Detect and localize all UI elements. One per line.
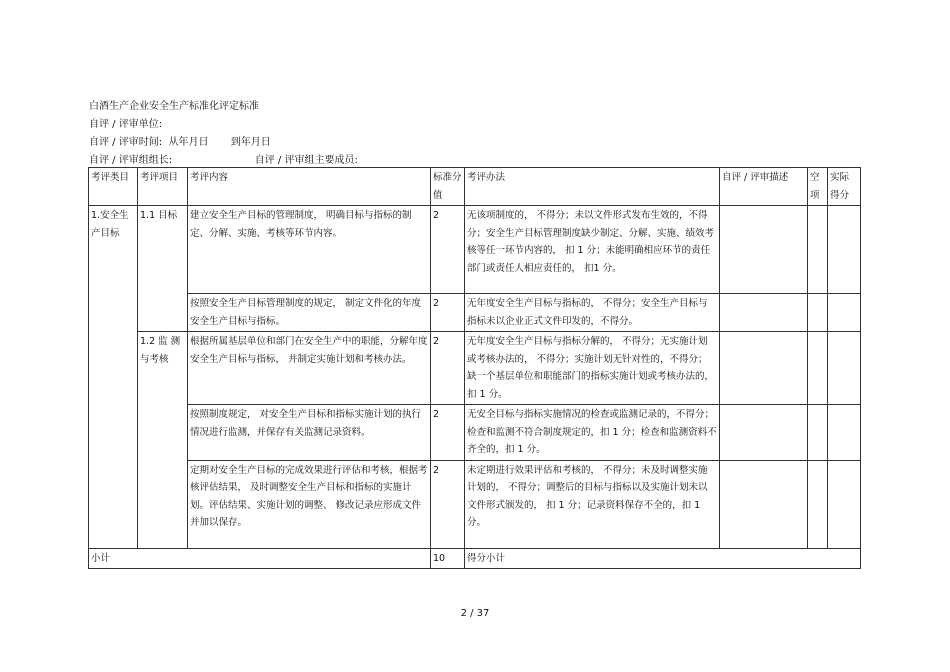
method-cell: 未定期进行效果评估和考核的， 不得分；未及时调整实施计划的， 不得分；调整后的目标与指标以及实施计划未以文件形式颁发的， 扣 1 分；记录资料保存不全的，扣 1 分。	[465, 460, 720, 548]
content-cell: 建立安全生产目标的管理制度， 明确目标与指标的制定、分解、实施、考核等环节内容。	[188, 206, 431, 294]
score-cell: 2	[431, 405, 465, 461]
evaluation-table	[88, 167, 861, 569]
page-number: 2 / 37	[460, 608, 490, 619]
header-method: 考评办法	[465, 168, 720, 206]
subtotal-row	[89, 548, 861, 569]
self-desc-cell[interactable]	[720, 206, 808, 294]
subtotal-method: 得分小计	[465, 548, 861, 569]
method-cell: 无安全目标与指标实施情况的检查或监测记录的，不得分；检查和监测不符合制度规定的，扣 1 分；检查和监测资料不齐全的，扣 1 分。	[465, 405, 720, 461]
empty-cell[interactable]	[808, 294, 828, 332]
self-desc-cell[interactable]	[720, 294, 808, 332]
time-field: 自评 / 评审时间: 从年月日 到年月日	[89, 137, 271, 148]
score-cell: 2	[431, 294, 465, 332]
document-title: 白酒生产企业安全生产标准化评定标准	[89, 101, 259, 112]
subtotal-score: 10	[431, 548, 465, 569]
table-row	[89, 460, 861, 548]
table-row	[89, 332, 861, 405]
table-header-row	[89, 168, 861, 206]
category-cell: 1.安全生产目标	[89, 206, 138, 549]
self-desc-cell[interactable]	[720, 460, 808, 548]
self-desc-cell[interactable]	[720, 405, 808, 461]
document-header	[89, 98, 358, 170]
subtotal-label: 小计	[89, 548, 431, 569]
actual-score-cell[interactable]	[828, 206, 861, 294]
table-row	[89, 294, 861, 332]
actual-score-cell[interactable]	[828, 332, 861, 405]
item-cell-target: 1.1 目标	[138, 206, 188, 332]
content-cell: 按照安全生产目标管理制度的规定， 制定文件化的年度安全生产目标与指标。	[188, 294, 431, 332]
header-empty: 空项	[808, 168, 828, 206]
method-cell: 无年度安全生产目标与指标分解的， 不得分；无实施计划或考核办法的， 不得分；实施计划无针对性的，不得分；缺一个基层单位和职能部门的指标实施计划或考核办法的，扣 1 分。	[465, 332, 720, 405]
header-score: 标准分值	[431, 168, 465, 206]
header-actual: 实际得分	[828, 168, 861, 206]
score-cell: 2	[431, 460, 465, 548]
table-row	[89, 405, 861, 461]
actual-score-cell[interactable]	[828, 460, 861, 548]
content-cell: 根据所属基层单位和部门在安全生产中的职能，分解年度安全生产目标与指标， 并制定实施计划和考核办法。	[188, 332, 431, 405]
header-content: 考评内容	[188, 168, 431, 206]
method-cell: 无年度安全生产目标与指标的， 不得分；安全生产目标与指标未以企业正式文件印发的，不得分。	[465, 294, 720, 332]
content-cell: 按照制度规定， 对安全生产目标和指标实施计划的执行情况进行监测，并保存有关监测记录资料。	[188, 405, 431, 461]
item-cell-monitoring: 1.2 监 测与考核	[138, 332, 188, 549]
content-cell: 定期对安全生产目标的完成效果进行评估和考核，根据考核评估结果， 及时调整安全生产目标和指标的实施计划。评估结果、实施计划的调整、 修改记录应形成文件并加以保存。	[188, 460, 431, 548]
score-cell: 2	[431, 332, 465, 405]
header-item: 考评项目	[138, 168, 188, 206]
empty-cell[interactable]	[808, 206, 828, 294]
actual-score-cell[interactable]	[828, 405, 861, 461]
self-desc-cell[interactable]	[720, 332, 808, 405]
score-cell: 2	[431, 206, 465, 294]
unit-field: 自评 / 评审单位:	[89, 119, 163, 130]
header-self-desc: 自评 / 评审描述	[720, 168, 808, 206]
leader-field: 自评 / 评审组组长: 自评 / 评审组主要成员:	[89, 155, 358, 166]
method-cell: 无该项制度的， 不得分；未以文件形式发布生效的，不得分；安全生产目标管理制度缺少制定、分解、实施、绩效考核等任一环节内容的， 扣 1 分；未能明确相应环节的责任部门或责任人相应责任的， 扣1 分。	[465, 206, 720, 294]
empty-cell[interactable]	[808, 332, 828, 405]
empty-cell[interactable]	[808, 405, 828, 461]
actual-score-cell[interactable]	[828, 294, 861, 332]
empty-cell[interactable]	[808, 460, 828, 548]
header-category: 考评类目	[89, 168, 138, 206]
table-row	[89, 206, 861, 294]
